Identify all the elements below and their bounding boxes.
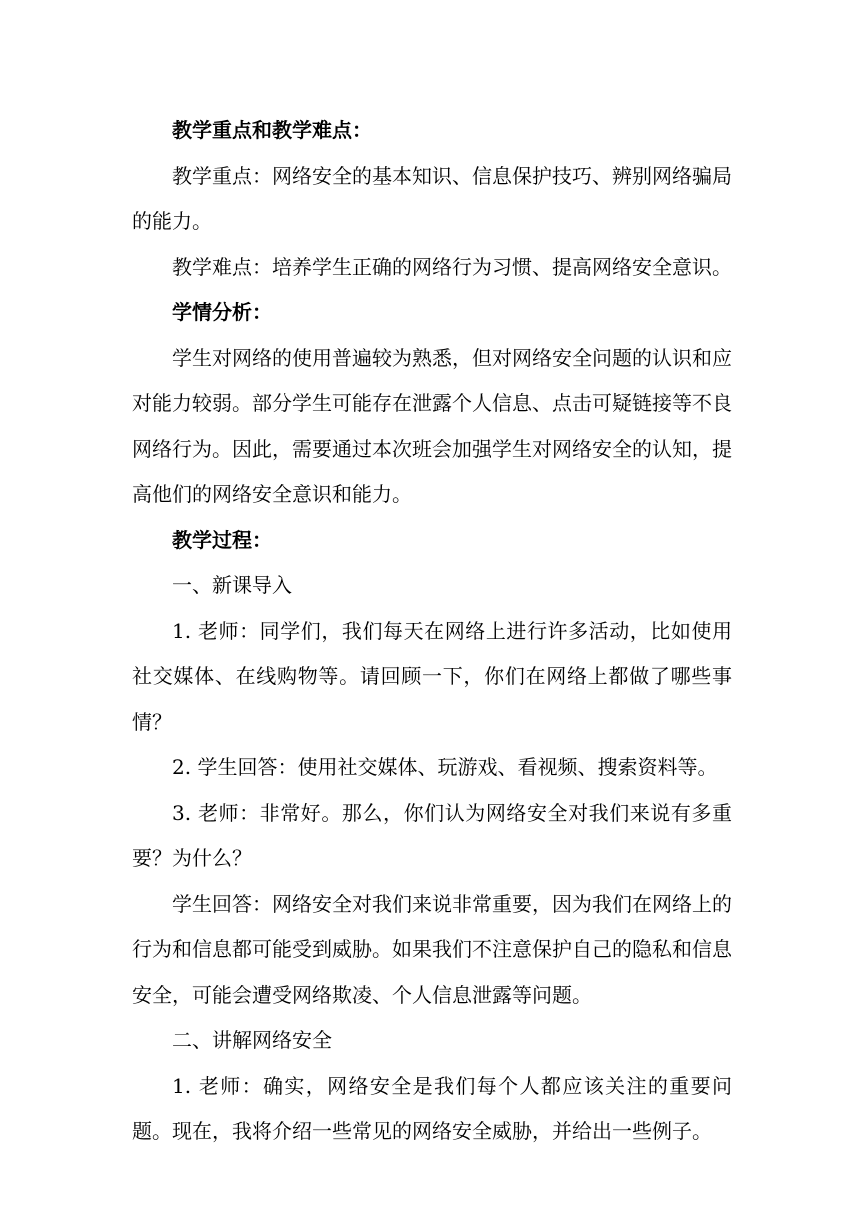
heading-teaching-process: 教学过程： (172, 527, 272, 552)
paragraph-intro-title: 一、新课导入 (172, 573, 292, 597)
paragraph-teacher-question-1: 1. 老师：同学们，我们每天在网络上进行许多活动，比如使用社交媒体、在线购物等。请回顾一下，你们在网络上都做了哪些事情？ (132, 618, 732, 734)
heading-key-points: 教学重点和教学难点： (172, 118, 372, 142)
heading-student-analysis: 学情分析： (172, 300, 272, 324)
paragraph-security-title: 二、讲解网络安全 (172, 1028, 332, 1052)
paragraph-student-answer-2: 学生回答：网络安全对我们来说非常重要，因为我们在网络上的行为和信息都可能受到威胁。如果我们不注意保护自己的隐私和信息安全，可能会遭受网络欺凌、个人信息泄露等问题。 (132, 891, 732, 1007)
paragraph-student-answer-1: 2. 学生回答：使用社交媒体、玩游戏、看视频、搜索资料等。 (172, 755, 718, 779)
paragraph-teacher-question-2: 3. 老师：非常好。那么，你们认为网络安全对我们来说有多重要？为什么？ (132, 800, 732, 870)
paragraph-student-analysis: 学生对网络的使用普遍较为熟悉，但对网络安全问题的认识和应对能力较弱。部分学生可能存在泄露个人信息、点击可疑链接等不良网络行为。因此，需要通过本次班会加强学生对网络安全的认知，提高他们的网络安全意识和能力。 (132, 345, 732, 506)
document-page (132, 108, 732, 1155)
paragraph-key-point: 教学重点：网络安全的基本知识、信息保护技巧、辨别网络骗局的能力。 (132, 163, 732, 233)
paragraph-teacher-explanation: 1. 老师：确实，网络安全是我们每个人都应该关注的重要问题。现在，我将介绍一些常见的网络安全威胁，并给出一些例子。 (132, 1073, 732, 1143)
paragraph-difficult-point: 教学难点：培养学生正确的网络行为习惯、提高网络安全意识。 (172, 254, 732, 279)
